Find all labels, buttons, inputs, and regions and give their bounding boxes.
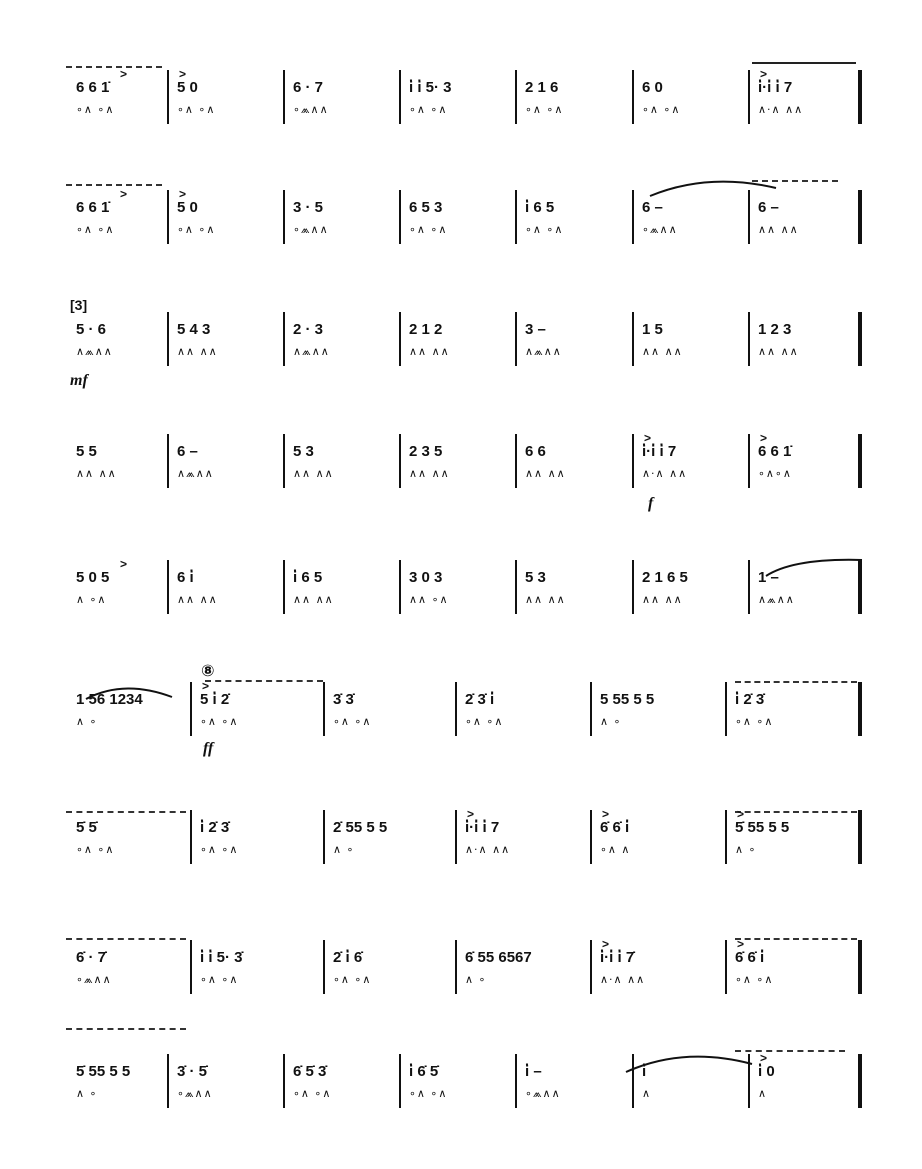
barline xyxy=(323,810,325,864)
note-group: 2 1 6 5 xyxy=(642,569,688,586)
barline xyxy=(632,70,634,124)
note-group: 6 6 xyxy=(525,443,546,460)
bowing-marks: ∧ ∘ xyxy=(465,973,487,986)
bowing-marks: ∘∧ ∘∧ xyxy=(293,1087,332,1100)
accent-mark: > xyxy=(120,67,128,81)
barline xyxy=(748,1054,750,1108)
bowing-marks: ∧ ∘ xyxy=(76,715,98,728)
bowing-marks: ∘∧∘∧ xyxy=(758,467,792,480)
bowing-marks: ∧⩕∧∧ xyxy=(76,345,113,358)
barline xyxy=(399,434,401,488)
note-group: 6 i̇ xyxy=(177,569,194,586)
bracket-line xyxy=(66,811,186,813)
accent-mark: > xyxy=(644,431,652,445)
barline xyxy=(748,312,750,366)
note-group: 5̇ 5̇ xyxy=(76,819,97,836)
note-group: 6̇ · 7̇ xyxy=(76,949,107,966)
note-group: 3̇ 3̇ xyxy=(333,691,354,708)
bowing-marks: ∧∧ ∧∧ xyxy=(409,467,450,480)
note-group: 5̇ 55 5 5 xyxy=(735,819,790,836)
bowing-marks: ∧∧ ∧∧ xyxy=(76,467,117,480)
slur-mark xyxy=(648,178,778,198)
slur-mark xyxy=(764,558,864,578)
barline xyxy=(455,940,457,994)
note-group: i̇ – xyxy=(525,1063,542,1080)
bowing-marks: ∘⩕∧∧ xyxy=(76,973,112,986)
bowing-marks: ∘∧ ∘∧ xyxy=(200,973,239,986)
barline xyxy=(858,560,862,614)
note-group: 6̇ 6̇ i̇ xyxy=(600,819,630,836)
barline xyxy=(283,1054,285,1108)
note-group: 6 – xyxy=(758,199,779,216)
accent-mark: > xyxy=(120,557,128,571)
note-group: i̇ i̇ 5· 3 xyxy=(409,79,452,96)
bowing-marks: ∘∧ ∘∧ xyxy=(465,715,504,728)
barline xyxy=(748,190,750,244)
bracket-line xyxy=(735,681,857,683)
bowing-marks: ∘∧ ∘∧ xyxy=(735,973,774,986)
bowing-marks: ∧⩕∧∧ xyxy=(177,467,214,480)
bracket-line xyxy=(66,1028,186,1030)
accent-mark: > xyxy=(179,67,187,81)
note-group: 5 0 xyxy=(177,79,198,96)
note-group: 6̇ 6̇ i̇ xyxy=(735,949,765,966)
barline xyxy=(858,940,862,994)
barline xyxy=(283,70,285,124)
bowing-marks: ∧∧ ∧∧ xyxy=(177,593,218,606)
barline xyxy=(515,1054,517,1108)
note-group: 5 3 xyxy=(525,569,546,586)
barline xyxy=(283,312,285,366)
note-group: 1 5 xyxy=(642,321,663,338)
bowing-marks: ∧ ∘ xyxy=(735,843,757,856)
barline xyxy=(515,312,517,366)
bracket-line xyxy=(752,62,856,64)
barline xyxy=(725,682,727,736)
note-group: 6 5 3 xyxy=(409,199,443,216)
bracket-line xyxy=(66,938,186,940)
bowing-marks: ∘∧ ∘∧ xyxy=(76,103,115,116)
note-group: 6 · 7 xyxy=(293,79,324,96)
note-group: 2̇ 55 5 5 xyxy=(333,819,388,836)
barline xyxy=(399,560,401,614)
note-group: 5̇ 55 5 5 xyxy=(76,1063,131,1080)
note-group: 2̇ i̇ 6̇ xyxy=(333,949,363,966)
barline xyxy=(515,70,517,124)
bowing-marks: ∘∧ ∘∧ xyxy=(333,973,372,986)
barline xyxy=(725,810,727,864)
bracket-line xyxy=(735,938,857,940)
barline xyxy=(858,810,862,864)
barline xyxy=(190,940,192,994)
bowing-marks: ∧ ∘ xyxy=(333,843,355,856)
note-group: 2 1 2 xyxy=(409,321,443,338)
note-group: i̇ 6̇ 5̇ xyxy=(409,1063,439,1080)
bowing-marks: ∧ ∘∧ xyxy=(76,593,107,606)
bowing-marks: ∧∧ ∧∧ xyxy=(758,345,799,358)
note-group: 2 1 6 xyxy=(525,79,559,96)
note-group: i̇ 2̇ 3̇ xyxy=(735,691,765,708)
accent-mark: > xyxy=(602,937,610,951)
note-group: i̇ 0 xyxy=(758,1063,775,1080)
note-group: 6 – xyxy=(177,443,198,460)
bowing-marks: ∘⩕∧∧ xyxy=(293,223,329,236)
bowing-marks: ∧∧ ∧∧ xyxy=(642,345,683,358)
note-group: i̇·i̇ i̇ 7̇ xyxy=(600,949,635,966)
rehearsal-mark-8: ⑧ xyxy=(201,661,215,680)
barline xyxy=(399,1054,401,1108)
bowing-marks: ∘⩕∧∧ xyxy=(642,223,678,236)
note-group: i̇ 6 5 xyxy=(525,199,555,216)
note-group: 5 4 3 xyxy=(177,321,211,338)
accent-mark: > xyxy=(760,431,768,445)
bracket-line xyxy=(735,1050,845,1052)
note-group: 3 0 3 xyxy=(409,569,443,586)
barline xyxy=(858,70,862,124)
barline xyxy=(399,190,401,244)
note-group: 1 2 3 xyxy=(758,321,792,338)
barline xyxy=(515,560,517,614)
bowing-marks: ∘⩕∧∧ xyxy=(293,103,329,116)
note-group: i̇ 6 5 xyxy=(293,569,323,586)
barline xyxy=(399,312,401,366)
note-group: i̇ i̇ 5· 3̇ xyxy=(200,949,243,966)
bowing-marks: ∘∧ ∘∧ xyxy=(525,223,564,236)
barline xyxy=(590,810,592,864)
bowing-marks: ∘∧ ∘∧ xyxy=(409,223,448,236)
dynamic-mf: mf xyxy=(70,372,88,389)
note-group: 1 – xyxy=(758,569,779,586)
note-group: i̇·i̇ i̇ 7 xyxy=(642,443,677,460)
barline xyxy=(858,190,862,244)
barline xyxy=(190,810,192,864)
note-group: 3̇ · 5̇ xyxy=(177,1063,208,1080)
barline xyxy=(725,940,727,994)
note-group: 2 3 5 xyxy=(409,443,443,460)
bowing-marks: ∧ ∘ xyxy=(76,1087,98,1100)
barline xyxy=(858,434,862,488)
bowing-marks: ∘∧ ∘∧ xyxy=(76,843,115,856)
note-group: 5 5 xyxy=(76,443,97,460)
accent-mark: > xyxy=(120,187,128,201)
bowing-marks: ∧ xyxy=(642,1087,652,1100)
barline xyxy=(399,70,401,124)
barline xyxy=(167,190,169,244)
bowing-marks: ∧∧ ∧∧ xyxy=(177,345,218,358)
barline xyxy=(283,190,285,244)
bowing-marks: ∧∧ ∧∧ xyxy=(525,467,566,480)
note-group: 5 0 5 xyxy=(76,569,110,586)
barline xyxy=(632,560,634,614)
bowing-marks: ∘∧ ∘∧ xyxy=(200,715,239,728)
dynamic-f: f xyxy=(648,495,654,512)
bowing-marks: ∧∧ ∧∧ xyxy=(758,223,799,236)
barline xyxy=(283,434,285,488)
note-group: i̇·i̇ i̇ 7 xyxy=(758,79,793,96)
accent-mark: > xyxy=(760,67,768,81)
bowing-marks: ∧ xyxy=(758,1087,768,1100)
barline xyxy=(632,434,634,488)
bowing-marks: ∧·∧ ∧∧ xyxy=(642,467,688,480)
barline xyxy=(323,682,325,736)
bowing-marks: ∘∧ ∘∧ xyxy=(333,715,372,728)
bowing-marks: ∧∧ ∧∧ xyxy=(642,593,683,606)
barline xyxy=(167,312,169,366)
bracket-line xyxy=(66,66,162,68)
barline xyxy=(748,560,750,614)
rehearsal-mark-3: [3] xyxy=(70,297,88,313)
bowing-marks: ∘∧ ∘∧ xyxy=(76,223,115,236)
barline xyxy=(858,682,862,736)
note-group: 6 6 1̇ xyxy=(76,79,110,96)
bowing-marks: ∧·∧ ∧∧ xyxy=(758,103,804,116)
barline xyxy=(632,312,634,366)
bracket-line xyxy=(205,680,323,682)
barline xyxy=(167,560,169,614)
bowing-marks: ∘∧ ∘∧ xyxy=(409,1087,448,1100)
bowing-marks: ∧·∧ ∧∧ xyxy=(600,973,646,986)
note-group: 1 56 1234 xyxy=(76,691,143,708)
accent-mark: > xyxy=(467,807,475,821)
note-group: i̇ 2̇ 3̇ xyxy=(200,819,230,836)
barline xyxy=(455,682,457,736)
bowing-marks: ∧⩕∧∧ xyxy=(758,593,795,606)
note-group: 6 0 xyxy=(642,79,663,96)
bowing-marks: ∧·∧ ∧∧ xyxy=(465,843,511,856)
note-group: 6̇ 5̇ 3̇ xyxy=(293,1063,327,1080)
barline xyxy=(632,190,634,244)
bowing-marks: ∘∧ ∘∧ xyxy=(525,103,564,116)
note-group: i̇ xyxy=(642,1063,647,1080)
note-group: 6̇ 55 6567 xyxy=(465,949,532,966)
bowing-marks: ∧∧ ∘∧ xyxy=(409,593,449,606)
note-group: 5 · 6 xyxy=(76,321,107,338)
barline xyxy=(858,312,862,366)
barline xyxy=(590,682,592,736)
accent-mark: > xyxy=(737,807,745,821)
bowing-marks: ∧ ∘ xyxy=(600,715,622,728)
bowing-marks: ∧⩕∧∧ xyxy=(293,345,330,358)
barline xyxy=(858,1054,862,1108)
bowing-marks: ∧∧ ∧∧ xyxy=(409,345,450,358)
accent-mark: > xyxy=(760,1051,768,1065)
note-group: i̇·i̇ i̇ 7 xyxy=(465,819,500,836)
note-group: 6 6 1̇ xyxy=(76,199,110,216)
barline xyxy=(455,810,457,864)
barline xyxy=(515,434,517,488)
bowing-marks: ∘∧ ∘∧ xyxy=(200,843,239,856)
bowing-marks: ∘⩕∧∧ xyxy=(525,1087,561,1100)
note-group: 3 – xyxy=(525,321,546,338)
accent-mark: > xyxy=(602,807,610,821)
bracket-line xyxy=(66,184,162,186)
bracket-line xyxy=(735,811,857,813)
note-group: 5 i̇ 2̇ xyxy=(200,691,230,708)
note-group: 6 6 1̇ xyxy=(758,443,792,460)
barline xyxy=(167,70,169,124)
note-group: 3 · 5 xyxy=(293,199,324,216)
bowing-marks: ∧∧ ∧∧ xyxy=(293,467,334,480)
barline xyxy=(632,1054,634,1108)
note-group: 5 3 xyxy=(293,443,314,460)
barline xyxy=(190,682,192,736)
barline xyxy=(323,940,325,994)
barline xyxy=(590,940,592,994)
bowing-marks: ∘⩕∧∧ xyxy=(177,1087,213,1100)
dynamic-ff: ff xyxy=(203,740,214,757)
bowing-marks: ∧∧ ∧∧ xyxy=(525,593,566,606)
barline xyxy=(167,434,169,488)
note-group: 2 · 3 xyxy=(293,321,324,338)
bowing-marks: ∧⩕∧∧ xyxy=(525,345,562,358)
accent-mark: > xyxy=(179,187,187,201)
bowing-marks: ∘∧ ∘∧ xyxy=(735,715,774,728)
bowing-marks: ∘∧ ∧ xyxy=(600,843,631,856)
bowing-marks: ∘∧ ∘∧ xyxy=(177,223,216,236)
barline xyxy=(748,434,750,488)
barline xyxy=(283,560,285,614)
accent-mark: > xyxy=(202,679,210,693)
barline xyxy=(748,70,750,124)
note-group: 5 55 5 5 xyxy=(600,691,655,708)
bowing-marks: ∘∧ ∘∧ xyxy=(177,103,216,116)
bowing-marks: ∘∧ ∘∧ xyxy=(409,103,448,116)
note-group: 5 0 xyxy=(177,199,198,216)
bowing-marks: ∧∧ ∧∧ xyxy=(293,593,334,606)
note-group: 6 – xyxy=(642,199,663,216)
note-group: 2̇ 3̇ i̇ xyxy=(465,691,495,708)
bowing-marks: ∘∧ ∘∧ xyxy=(642,103,681,116)
accent-mark: > xyxy=(737,937,745,951)
barline xyxy=(167,1054,169,1108)
barline xyxy=(515,190,517,244)
